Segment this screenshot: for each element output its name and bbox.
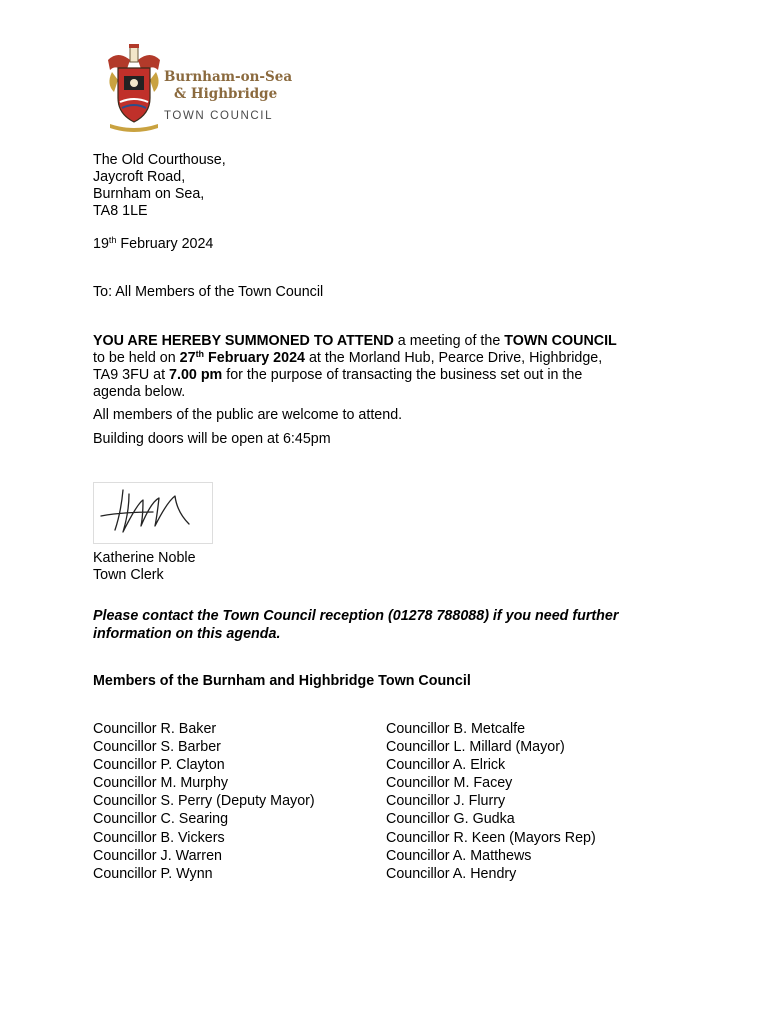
list-item: Councillor A. Hendry <box>386 865 517 882</box>
list-item: Councillor A. Matthews <box>386 847 532 864</box>
contact-note-line2: information on this agenda. <box>93 626 281 642</box>
address-line: Jaycroft Road, <box>93 169 186 185</box>
list-item: Councillor A. Elrick <box>386 757 506 774</box>
address-line: The Old Courthouse, <box>93 152 226 168</box>
members-heading: Members of the Burnham and Highbridge Town Council <box>93 673 471 689</box>
town-council-bold: TOWN COUNCIL <box>504 333 617 349</box>
signatory-name: Katherine Noble <box>93 550 196 566</box>
list-item: Councillor R. Baker <box>93 721 217 737</box>
coat-of-arms-icon <box>104 44 164 132</box>
summons-text: TA9 3FU at <box>93 367 170 383</box>
address-line: TA8 1LE <box>93 203 148 219</box>
date-rest: February 2024 <box>116 236 214 252</box>
list-item: Councillor P. Wynn <box>93 865 213 882</box>
date-day: 19 <box>93 236 109 252</box>
list-item: Councillor G. Gudka <box>386 811 515 828</box>
list-item: Councillor J. Warren <box>93 847 222 864</box>
summons-text: to be held on <box>93 350 180 366</box>
council-logo <box>104 44 293 134</box>
list-item: Councillor M. Murphy <box>93 775 229 792</box>
list-item: Councillor P. Clayton <box>93 757 225 774</box>
list-item: Councillor M. Facey <box>386 775 513 792</box>
summons-text: for the purpose of transacting the business set out in the <box>222 367 583 383</box>
list-item: Councillor R. Keen (Mayors Rep) <box>386 829 596 846</box>
contact-note-line1: Please contact the Town Council reception (01278 788088) if you need further <box>93 608 619 624</box>
list-item: Councillor B. Vickers <box>93 829 225 846</box>
summons-paragraph <box>93 333 693 401</box>
meeting-time: 7.00 pm <box>169 367 223 383</box>
list-item: Councillor S. Barber <box>93 739 221 756</box>
logo-text-line2: & Highbridge <box>174 86 278 102</box>
meeting-month-year: February 2024 <box>204 350 305 366</box>
recipient-line: To: All Members of the Town Council <box>93 284 324 300</box>
meeting-day: 27 <box>179 350 196 366</box>
list-item: Councillor S. Perry (Deputy Mayor) <box>93 793 315 810</box>
logo-text-line1: Burnham-on-Sea <box>164 69 293 85</box>
list-item: Councillor J. Flurry <box>386 793 506 810</box>
logo-text-line3: TOWN COUNCIL <box>164 110 274 122</box>
summons-text: agenda below. <box>93 384 186 400</box>
doors-open-line: Building doors will be open at 6:45pm <box>93 431 331 447</box>
list-item: Councillor B. Metcalfe <box>386 721 526 737</box>
summons-heading: YOU ARE HEREBY SUMMONED TO ATTEND <box>93 333 394 349</box>
list-item: Councillor C. Searing <box>93 811 229 828</box>
members-list-left <box>93 721 315 884</box>
signature-image <box>93 482 213 544</box>
summons-text: at the Morland Hub, Pearce Drive, Highbridge, <box>305 350 603 366</box>
signatory-title: Town Clerk <box>93 567 164 583</box>
address-line: Burnham on Sea, <box>93 186 205 202</box>
meeting-day-suffix: th <box>195 349 205 359</box>
date-suffix: th <box>108 235 117 245</box>
letter-date <box>93 236 213 253</box>
members-list-right <box>386 721 596 884</box>
summons-text: a meeting of the <box>393 333 505 349</box>
public-welcome-line: All members of the public are welcome to attend. <box>93 407 403 423</box>
list-item: Councillor L. Millard (Mayor) <box>386 739 565 756</box>
sender-address <box>93 152 226 220</box>
